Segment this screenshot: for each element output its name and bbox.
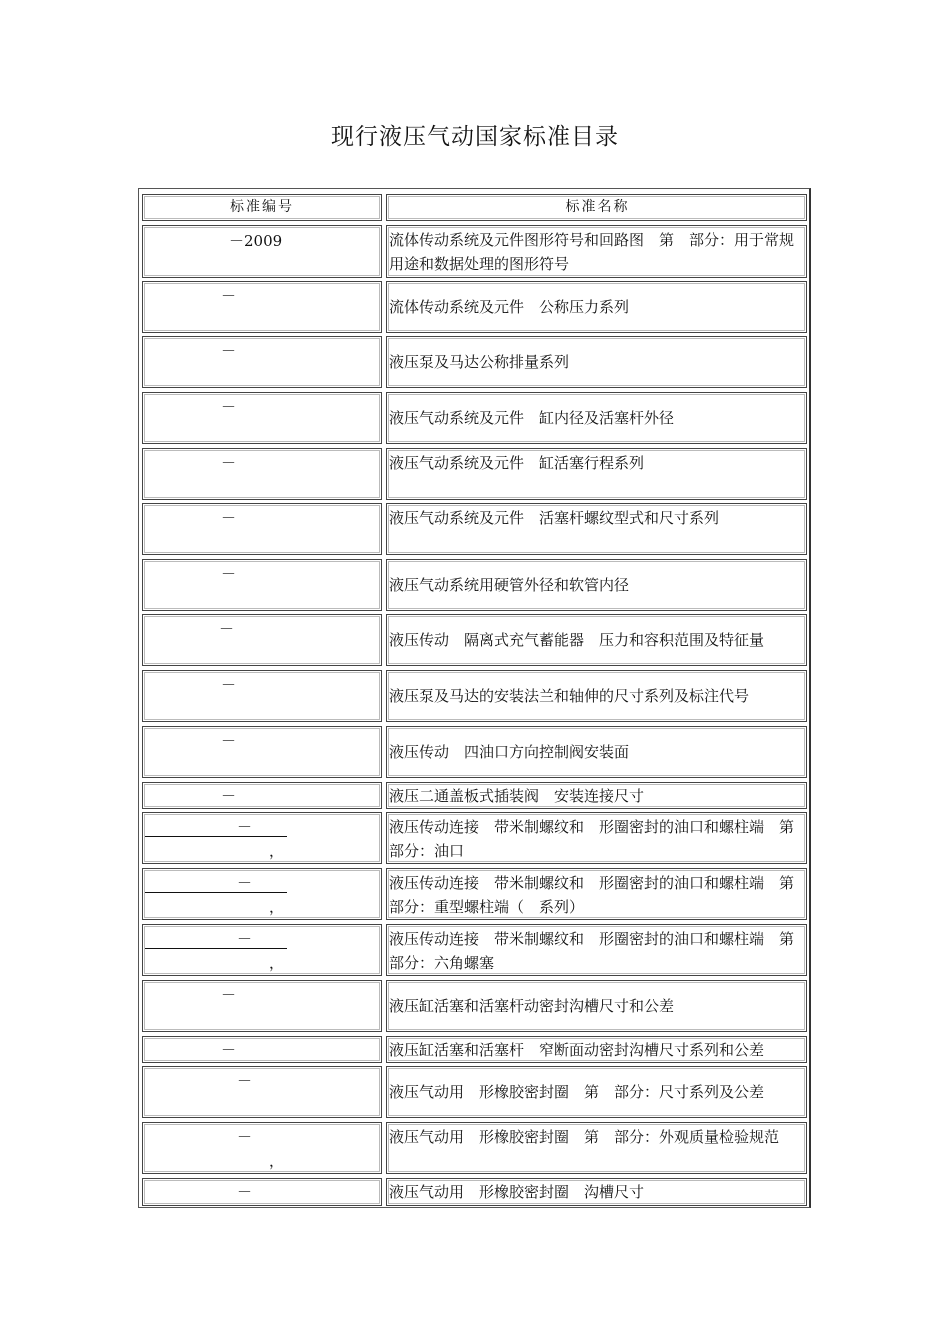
table-row-name: [386, 614, 807, 666]
standard-code: －: [221, 342, 237, 360]
table-row-name: [386, 980, 807, 1032]
standard-code-suffix: ，: [269, 1152, 285, 1170]
standard-code: －: [221, 454, 237, 472]
standard-name: 液压气动系统及元件 缸内径及活塞杆外径: [389, 409, 675, 427]
table-row-name: 液压传动连接 带米制螺纹和 形圈密封的油口和螺柱端 第 部分：油口: [386, 812, 807, 864]
table-row-name: 液压传动连接 带米制螺纹和 形圈密封的油口和螺柱端 第 部分：六角螺塞: [386, 924, 807, 976]
table-row-code: [142, 782, 382, 809]
standard-name: 流体传动系统及元件 公称压力系列: [389, 298, 630, 316]
table-row-code: [142, 670, 382, 722]
standard-code-suffix: ，: [269, 842, 285, 860]
standard-code: －: [221, 732, 237, 750]
underline: [145, 836, 287, 837]
table-row-code: [142, 726, 382, 778]
table-row-name: [386, 392, 807, 444]
table-row-code: [142, 559, 382, 611]
table-row-code: [142, 336, 382, 388]
table-row-name: [386, 670, 807, 722]
standard-code: －: [221, 676, 237, 694]
standard-name: 液压泵及马达公称排量系列: [389, 353, 570, 371]
table-row-code: [142, 392, 382, 444]
standard-name: 液压缸活塞和活塞杆动密封沟槽尺寸和公差: [389, 997, 675, 1015]
standard-code-suffix: ，: [269, 898, 285, 916]
standard-name: 液压传动 隔离式充气蓄能器 压力和容积范围及特征量: [389, 631, 765, 649]
standard-code: －: [221, 986, 237, 1004]
table-row-name: 液压二通盖板式插装阀 安装连接尺寸: [386, 782, 807, 809]
table-row-code: [142, 225, 382, 278]
table-row-code: [142, 1122, 382, 1174]
table-row-name: 液压气动系统及元件 活塞杆螺纹型式和尺寸系列: [386, 503, 807, 555]
page-title: 现行液压气动国家标准目录: [331, 124, 619, 150]
standard-code: －: [221, 787, 237, 805]
table-row-code: [142, 868, 382, 920]
standard-code: －: [221, 565, 237, 583]
standard-code: －: [219, 620, 235, 638]
table-row-name: [386, 281, 807, 333]
standard-code: －: [237, 874, 253, 892]
table-row-name: [386, 336, 807, 388]
table-row-name: 液压气动系统及元件 缸活塞行程系列: [386, 448, 807, 500]
standard-name: 液压气动用 形橡胶密封圈 第 部分：尺寸系列及公差: [389, 1083, 765, 1101]
standard-code: －: [221, 509, 237, 527]
standard-code: －: [237, 1072, 253, 1090]
standard-code: －: [221, 398, 237, 416]
table-row-code: [142, 1178, 382, 1206]
table-row-code: [142, 812, 382, 864]
standard-code: －: [237, 818, 253, 836]
standard-name: 液压泵及马达的安装法兰和轴伸的尺寸系列及标注代号: [389, 687, 750, 705]
underline: [145, 892, 287, 893]
table-row-name: 液压传动连接 带米制螺纹和 形圈密封的油口和螺柱端 第 部分：重型螺柱端（ 系列）: [386, 868, 807, 920]
table-row-name: [386, 1066, 807, 1118]
standard-code: －: [221, 1041, 237, 1059]
standard-code: －2009: [229, 232, 283, 250]
standard-code: －: [237, 1128, 253, 1146]
table-row-code: [142, 1066, 382, 1118]
table-row-code: [142, 281, 382, 333]
table-row-code: [142, 1036, 382, 1063]
standard-name: 液压气动系统用硬管外径和软管内径: [389, 576, 630, 594]
table-row-code: [142, 503, 382, 555]
underline: [145, 948, 287, 949]
table-row-name: [386, 559, 807, 611]
table-row-name: 液压缸活塞和活塞杆 窄断面动密封沟槽尺寸系列和公差: [386, 1036, 807, 1063]
table-row-code: [142, 924, 382, 976]
standard-name: 液压传动 四油口方向控制阀安装面: [389, 743, 630, 761]
table-row-name: 液压气动用 形橡胶密封圈 第 部分：外观质量检验规范: [386, 1122, 807, 1174]
standard-code-suffix: ，: [269, 954, 285, 972]
table-row-name: 液压气动用 形橡胶密封圈 沟槽尺寸: [386, 1178, 807, 1206]
table-row-code: [142, 980, 382, 1032]
standard-code: －: [221, 287, 237, 305]
standard-code: －: [237, 930, 253, 948]
table-row-name: 流体传动系统及元件图形符号和回路图 第 部分：用于常规用途和数据处理的图形符号: [386, 225, 807, 278]
header-name: 标准名称: [386, 194, 807, 221]
table-row-code: [142, 614, 382, 666]
standard-code: －: [237, 1183, 253, 1201]
header-code: 标准编号: [142, 194, 382, 221]
table-row-code: [142, 448, 382, 500]
table-row-name: [386, 726, 807, 778]
